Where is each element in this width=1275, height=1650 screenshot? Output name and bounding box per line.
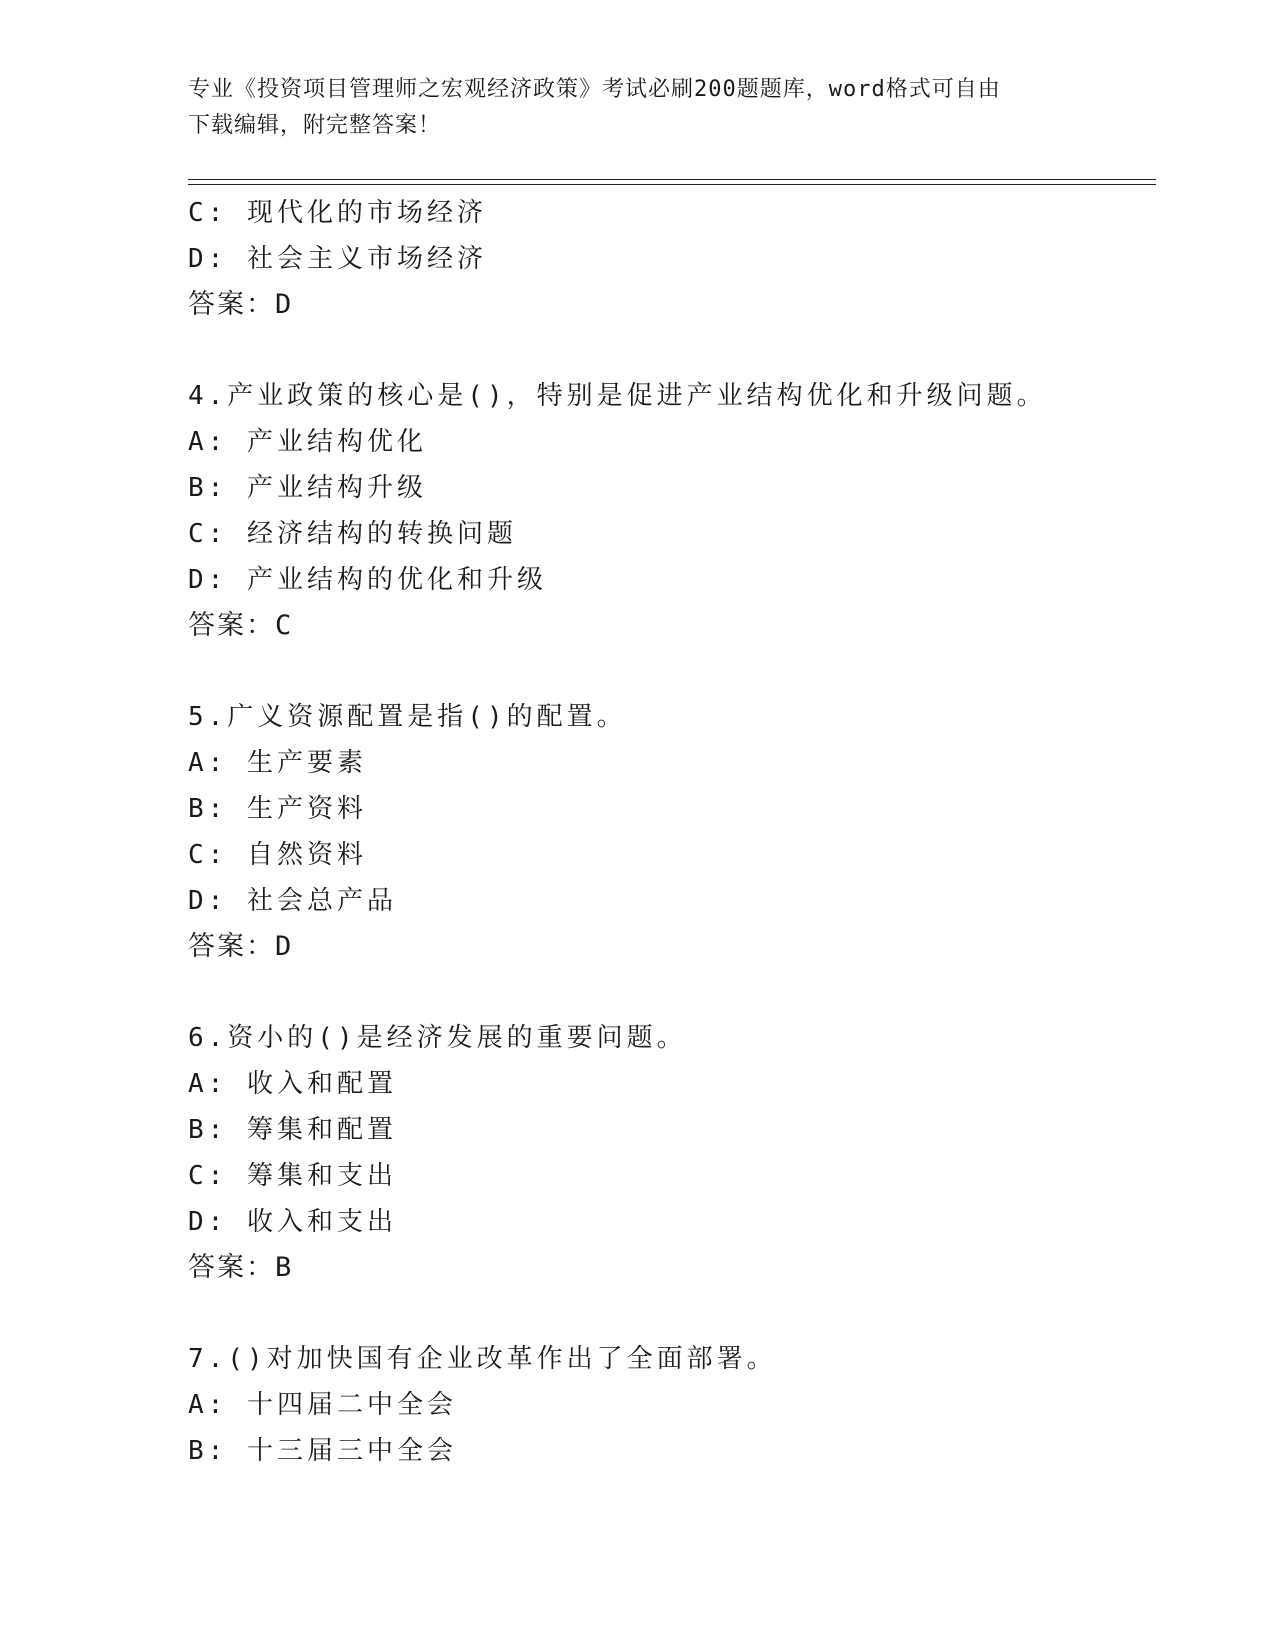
question-block bbox=[188, 373, 1148, 649]
option-d: D: 收入和支出 bbox=[188, 1207, 397, 1237]
option-c: C: 现代化的市场经济 bbox=[188, 198, 487, 228]
header-line-1: 专业《投资项目管理师之宏观经济政策》考试必刷200题题库，word格式可自由 bbox=[188, 77, 1001, 102]
question-text: 4.产业政策的核心是()，特别是促进产业结构优化和升级问题。 bbox=[188, 381, 1047, 411]
option-c: C: 筹集和支出 bbox=[188, 1161, 397, 1191]
question-block bbox=[188, 1015, 1148, 1291]
option-d: D: 产业结构的优化和升级 bbox=[188, 565, 547, 595]
option-d: D: 社会总产品 bbox=[188, 886, 397, 916]
answer: 答案：C bbox=[188, 610, 294, 641]
document-header bbox=[188, 72, 1088, 144]
question-block bbox=[188, 694, 1148, 970]
option-a: A: 产业结构优化 bbox=[188, 427, 427, 457]
option-a: A: 十四届二中全会 bbox=[188, 1390, 457, 1420]
header-divider-bottom bbox=[188, 184, 1156, 185]
question-text: 5.广义资源配置是指()的配置。 bbox=[188, 702, 627, 732]
option-b: B: 产业结构升级 bbox=[188, 473, 427, 503]
header-divider-top bbox=[188, 179, 1156, 180]
question-block bbox=[188, 190, 1148, 328]
option-d: D: 社会主义市场经济 bbox=[188, 244, 487, 274]
option-b: B: 十三届三中全会 bbox=[188, 1436, 457, 1466]
question-text: 6.资小的()是经济发展的重要问题。 bbox=[188, 1023, 687, 1053]
option-b: B: 生产资料 bbox=[188, 794, 367, 824]
option-c: C: 经济结构的转换问题 bbox=[188, 519, 517, 549]
option-a: A: 收入和配置 bbox=[188, 1069, 397, 1099]
question-text: 7.()对加快国有企业改革作出了全面部署。 bbox=[188, 1344, 777, 1374]
answer: 答案：D bbox=[188, 931, 294, 962]
answer: 答案：D bbox=[188, 289, 294, 320]
question-block bbox=[188, 1336, 1148, 1474]
header-line-2: 下载编辑，附完整答案！ bbox=[188, 113, 442, 138]
option-b: B: 筹集和配置 bbox=[188, 1115, 397, 1145]
question-list bbox=[188, 190, 1148, 1474]
option-a: A: 生产要素 bbox=[188, 748, 367, 778]
option-c: C: 自然资料 bbox=[188, 840, 367, 870]
answer: 答案：B bbox=[188, 1252, 294, 1283]
